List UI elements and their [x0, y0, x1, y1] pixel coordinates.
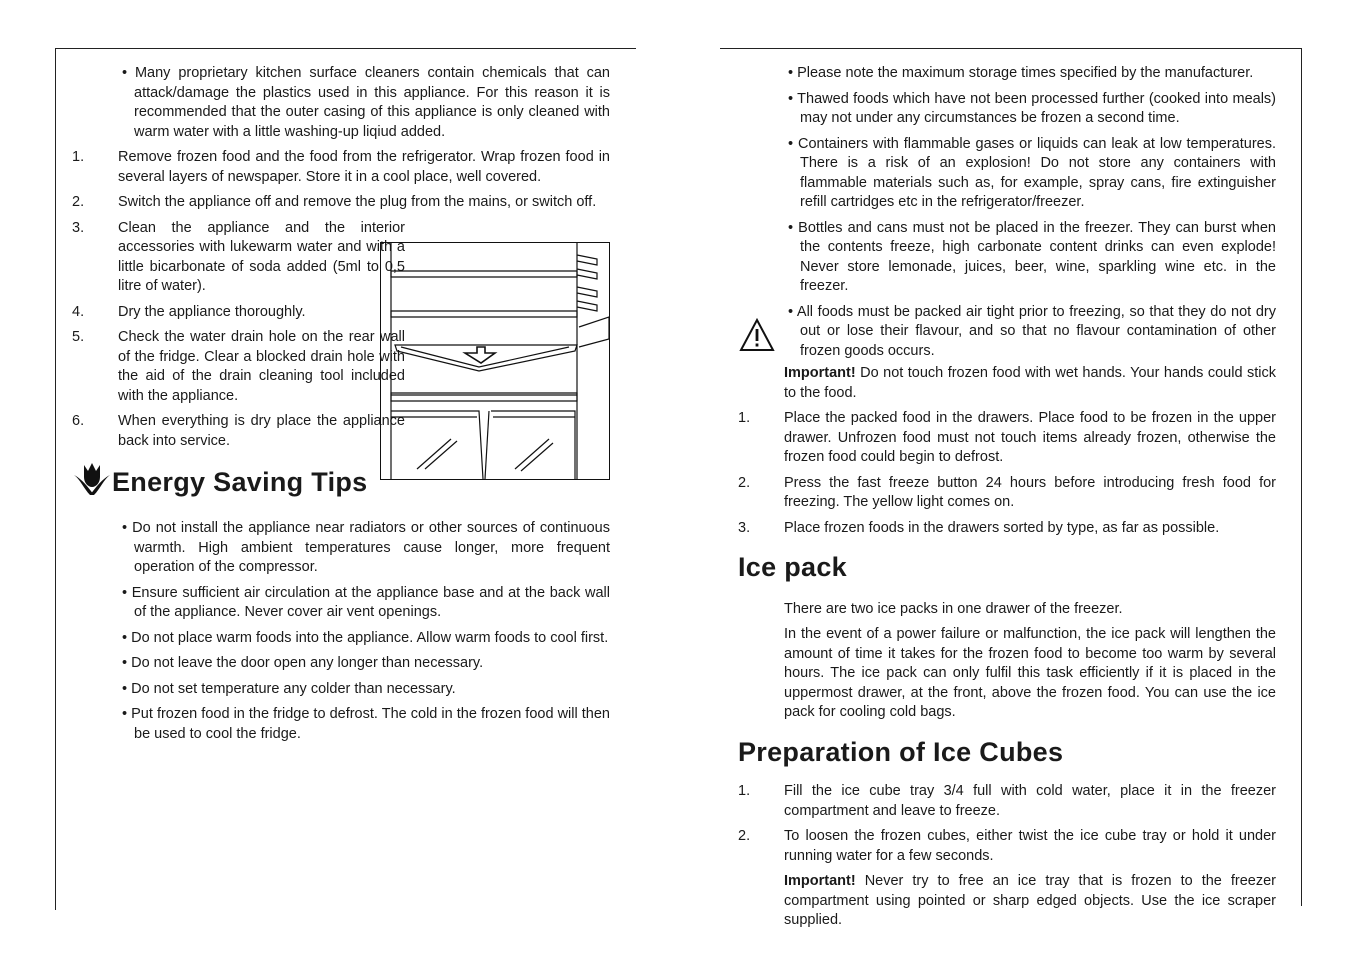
ice-pack-intro: There are two ice packs in one drawer of the freezer. [784, 600, 1123, 617]
freezing-step-2: 2. Press the fast freeze button 24 hours before introducing fresh food for freezing. The yellow light comes on. [738, 474, 1276, 510]
cleaning-step-1: 1. Remove frozen food and the food from the refrigerator. Wrap frozen food in several layers of newspaper. Store it in a cool place, well covered. [72, 149, 610, 185]
freezing-step-3: 3. Place frozen foods in the drawers sorted by type, as far as possible. [738, 519, 1220, 536]
cleaning-step-3: 3. Clean the appliance and the interior accessories with lukewarm water and with a little bicarbonate of soda added (5ml to 0,5 litre of water). [72, 219, 405, 294]
cleaning-step-6: 6. When everything is dry place the appliance back into service. [72, 413, 405, 449]
energy-tip-2: • Ensure sufficient air circulation at the appliance base and at the back wall of the appliance. Never cover air vent openings. [122, 584, 610, 620]
cleaners-bullet: • Many proprietary kitchen surface cleaners contain chemicals that can attack/damage the plastics used in this appliance. For this reason it is recommended that the outer casing of this appliance is only cleaned with warm water with a little washing-up liqiud added. [122, 65, 610, 140]
ice-pack-heading: Ice pack [738, 552, 847, 582]
right-page-side-rule [1301, 48, 1302, 906]
ice-pack-details: In the event of a power failure or malfunction, the ice pack will lengthen the amount of time it takes for the frozen food to become too warm by several hours. The ice pack can only fulfil this task efficiently if it is placed in the uppermost drawer, at the front, above the frozen food. You can use the ice pack for cooling cold bags. [784, 626, 1276, 720]
freezing-step-1: 1. Place the packed food in the drawers. Place food to be frozen in the upper drawer. Unfrozen food must not touch items already frozen, otherwise the frozen food could begin to defrost. [738, 410, 1276, 465]
freezer-bullet-2: • Thawed foods which have not been processed further (cooked into meals) may not under any circumstances be frozen a second time. [788, 90, 1276, 126]
energy-tip-4: • Do not leave the door open any longer than necessary. [122, 655, 484, 671]
ice-cubes-important-note: Important! Never try to free an ice tray that is frozen to the freezer compartment using pointed or sharp edged objects. Use the ice scraper supplied. [784, 873, 1276, 928]
freezer-bullet-1: • Please note the maximum storage times specified by the manufacturer. [788, 65, 1254, 81]
fridge-interior-illustration [380, 242, 610, 480]
freezer-bullet-5: • All foods must be packed air tight prior to freezing, so that they do not dry out or lose their flavour, and so that no flavour contamination of other frozen goods occurs. [788, 303, 1276, 359]
freezer-bullet-4: • Bottles and cans must not be placed in the freezer. They can burst when the contents freeze, high carbonate content drinks can even explode! Never store lemonade, juices, beer, wine, sparkling wine etc. in the freezer. [788, 219, 1276, 294]
energy-tip-5: • Do not set temperature any colder than necessary. [122, 680, 456, 697]
ice-cubes-step-1: 1. Fill the ice cube tray 3/4 full with cold water, place it in the freezer compartment and leave to freeze. [738, 783, 1276, 819]
energy-tip-6: • Put frozen food in the fridge to defrost. The cold in the frozen food will then be used to cool the fridge. [122, 706, 610, 742]
right-page-top-rule [720, 48, 1302, 49]
warning-icon [739, 318, 775, 352]
left-page-top-rule [55, 48, 636, 49]
tulip-icon [72, 461, 112, 497]
freezer-bullet-3: • Containers with flammable gases or liquids can leak at low temperatures. There is a risk of an explosion! Do not store any containers with flammable materials such as, for example, spray cans, fire extinguisher refill cartridges etc in the refrigerator/freezer. [788, 135, 1276, 210]
energy-tip-3: • Do not place warm foods into the appliance. Allow warm foods to cool first. [122, 629, 609, 646]
cleaning-step-4: 4. Dry the appliance thoroughly. [72, 303, 306, 320]
cleaning-step-5: 5. Check the water drain hole on the rear wall of the fridge. Clear a blocked drain hole with the aid of the drain cleaning tool included with the appliance. [72, 329, 405, 404]
ice-cubes-step-2: 2. To loosen the frozen cubes, either twist the ice cube tray or hold it under running water for a few seconds. [738, 828, 1276, 864]
right-column [738, 64, 1276, 931]
ice-cubes-heading: Preparation of Ice Cubes [738, 736, 1064, 767]
cleaning-step-2: 2. Switch the appliance off and remove the plug from the mains, or switch off. [72, 194, 597, 210]
energy-tip-1: • Do not install the appliance near radiators or other sources of continuous warmth. High ambient temperatures cause longer, more frequent operation of the compressor. [122, 520, 610, 575]
important-note: Important! Do not touch frozen food with wet hands. Your hands could stick to the food. [784, 365, 1276, 401]
energy-saving-heading: Energy Saving Tips [72, 461, 610, 497]
left-page-side-rule [55, 48, 56, 910]
